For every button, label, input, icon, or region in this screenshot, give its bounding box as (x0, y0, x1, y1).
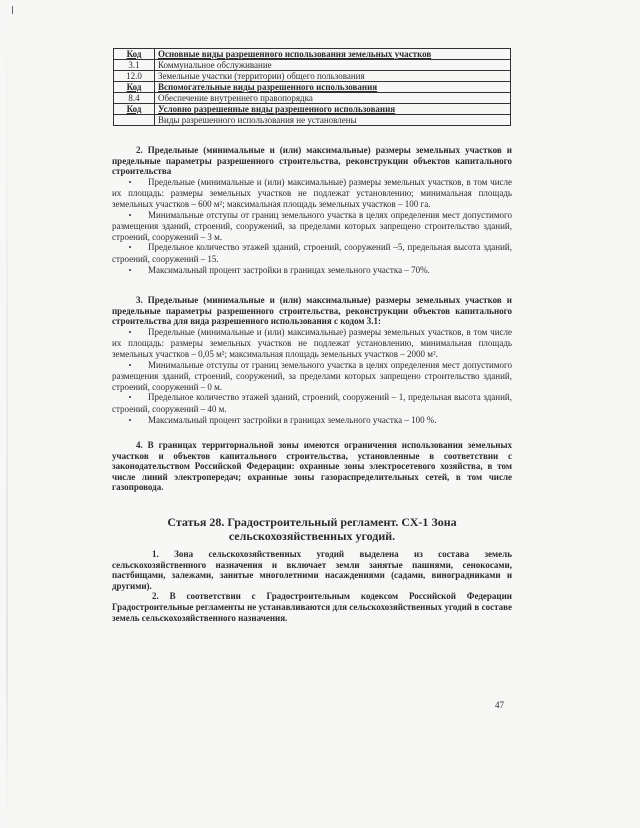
section-4-text: 4. В границах территориальной зоны имеются ограничения использования земельных участков и объектов капитального строительства, установленные в соответствии с законодательством Российской Федерации: охранные зоны электросетевого хозяйства, в том числе линий электропередач; охранные зоны газораспределительных сетей, в том числе газопровода. (112, 440, 512, 493)
table-row (114, 71, 511, 82)
section-2-bullet: • Предельное количество этажей зданий, строений, сооружений –5, предельная высота зданий, строений, сооружений – 15. (112, 242, 512, 264)
scan-mark (12, 6, 13, 14)
article-title: Статья 28. Градостроительный регламент. СХ-1 Зона сельскохозяйственных угодий. (167, 515, 457, 543)
bullet-icon: • (128, 243, 132, 253)
table-row (114, 93, 511, 104)
section-3 (112, 295, 512, 426)
section-4 (112, 440, 512, 493)
section-3-bullet: • Максимальный процент застройки в границах земельного участка – 100 %. (112, 415, 512, 427)
bullet-icon: • (128, 360, 132, 370)
bullet-icon: • (128, 327, 132, 337)
code-cell: 3.1 (114, 60, 155, 71)
bullet-icon: • (128, 393, 132, 403)
article-body (112, 549, 512, 623)
description-cell: Вспомогательные виды разрешенного использования (155, 82, 511, 93)
section-3-bullet: • Предельные (минимальные и (или) максимальные) размеры земельных участков, в том числе их площадь: размеры земельных участков не подлежат установлению, минимальная площадь земельных участков – 0,05 м²; максимальная площадь земельных участков – 2000 м². (112, 326, 512, 359)
section-2-bullet: • Минимальные отступы от границ земельного участка в целях определения мест допустимого размещения зданий, строений, сооружений, за пределами которых запрещено строительство зданий, строений, сооружений – 3 м. (112, 209, 512, 242)
description-cell: Основные виды разрешенного использования земельных участков (155, 49, 511, 60)
table-header-row (114, 82, 511, 93)
section-3-heading: 3. Предельные (минимальные и (или) максимальные) размеры земельных участков и предельные параметры разрешенного строительства, реконструкции объектов капитального строительства для вида разрешенного использования с кодом 3.1: (112, 295, 512, 327)
section-2 (112, 145, 512, 276)
scan-edge (6, 0, 8, 828)
code-cell: Код (114, 49, 155, 60)
code-cell: 8.4 (114, 93, 155, 104)
land-use-table (113, 48, 511, 126)
page-number: 47 (495, 700, 504, 710)
section-3-bullet: • Предельное количество этажей зданий, строений, сооружений – 1, предельная высота зданий, строений, сооружений – 40 м. (112, 392, 512, 414)
section-3-bullet: • Минимальные отступы от границ земельного участка в целях определения мест допустимого размещения зданий, строений, сооружений, за пределами которых запрещено строительство зданий, строений, сооружений – 0 м. (112, 359, 512, 392)
section-2-bullet: • Максимальный процент застройки в границах земельного участка – 70%. (112, 265, 512, 277)
bullet-icon: • (128, 415, 132, 425)
description-cell: Коммунальное обслуживание (155, 60, 511, 71)
bullet-icon: • (128, 210, 132, 220)
description-cell: Виды разрешенного использования не установлены (155, 115, 511, 126)
section-2-heading: 2. Предельные (минимальные и (или) максимальные) размеры земельных участков и предельные параметры разрешенного строительства, реконструкции объектов капитального строительства (112, 145, 512, 177)
table-header-row (114, 104, 511, 115)
description-cell: Условно разрешенные виды разрешенного использования (155, 104, 511, 115)
description-cell: Обеспечение внутреннего правопорядка (155, 93, 511, 104)
code-cell: 12.0 (114, 71, 155, 82)
code-cell: Код (114, 104, 155, 115)
section-2-bullet: • Предельные (минимальные и (или) максимальные) размеры земельных участков, в том числе их площадь: размеры земельных участков не подлежат установлению; минимальная площадь земельных участков – 600 м²; максимальная площадь земельных участков – 100 га. (112, 176, 512, 209)
description-cell: Земельные участки (территории) общего пользования (155, 71, 511, 82)
article-paragraph: 1. Зона сельскохозяйственных угодий выделена из состава земель сельскохозяйственного назначения и включает земли занятые пашнями, сенокосами, пастбищами, залежами, занятые многолетними насаждениями (садами, виноградниками и другими). (112, 549, 512, 591)
code-cell: Код (114, 82, 155, 93)
bullet-icon: • (128, 265, 132, 275)
bullet-icon: • (128, 177, 132, 187)
table-header-row (114, 49, 511, 60)
code-cell (114, 115, 155, 126)
table-row (114, 60, 511, 71)
table-row (114, 115, 511, 126)
article-paragraph: 2. В соответствии с Градостроительным кодексом Российской Федерации Градостроительные регламенты не устанавливаются для сельскохозяйственных угодий в составе земель сельскохозяйственного назначения. (112, 591, 512, 623)
